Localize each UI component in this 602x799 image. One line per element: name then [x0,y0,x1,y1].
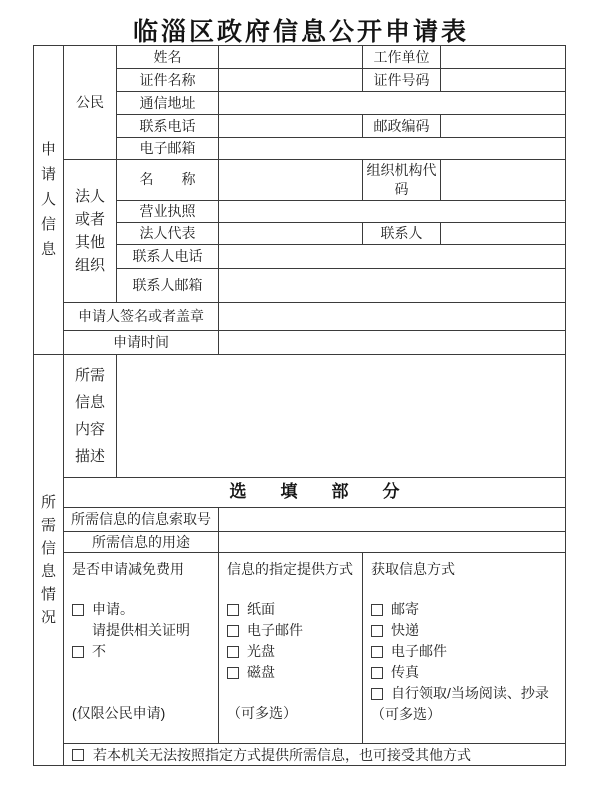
provide-paper-label: 纸面 [247,601,275,618]
provide-cd-checkbox[interactable] [227,646,239,658]
fee-no-checkbox[interactable] [72,646,84,658]
org-representative-label: 法人代表 [117,222,219,244]
citizen-certno-field[interactable] [441,69,566,92]
info-index-label: 所需信息的信息索取号 [64,507,219,531]
apply-date-label: 申请时间 [64,330,219,354]
fee-apply-checkbox[interactable] [72,604,84,616]
citizen-postal-field[interactable] [441,115,566,138]
fee-apply-option[interactable] [72,599,210,620]
obtain-email-option[interactable] [371,641,557,662]
provide-cd-option[interactable] [227,641,354,662]
provide-paper-checkbox[interactable] [227,604,239,616]
fee-apply-label: 申请。 [92,601,134,618]
obtain-selfpickup-label: 自行领取/当场阅读、抄录 [391,685,549,702]
obtain-express-label: 快递 [391,622,419,639]
obtain-fax-label: 传真 [391,664,419,681]
org-code-label: 组织机构代码 [363,159,441,200]
citizen-workunit-label: 工作单位 [363,46,441,69]
org-contact-email-label: 联系人邮箱 [117,268,219,302]
provide-disk-label: 磁盘 [247,664,275,681]
citizen-address-field[interactable] [219,92,566,115]
obtain-express-option[interactable] [371,620,557,641]
obtain-selfpickup-option[interactable] [371,683,557,704]
citizen-phone-label: 联系电话 [117,115,219,138]
citizen-workunit-field[interactable] [441,46,566,69]
organization-group-label: 法人或者其他组织 [64,159,117,302]
citizen-postal-label: 邮政编码 [363,115,441,138]
fallback-label: 若本机关无法按照指定方式提供所需信息，也可接受其他方式 [93,746,471,763]
info-purpose-field[interactable] [219,531,566,553]
citizen-certname-label: 证件名称 [117,69,219,92]
provide-disk-checkbox[interactable] [227,667,239,679]
org-name-label: 名 称 [117,159,219,200]
citizen-name-field[interactable] [219,46,363,69]
fee-apply-note: 请提供相关证明 [92,622,190,639]
org-representative-field[interactable] [219,222,363,244]
citizen-address-label: 通信地址 [117,92,219,115]
obtain-fax-checkbox[interactable] [371,667,383,679]
citizen-certname-field[interactable] [219,69,363,92]
applicant-info-side-label: 申请人信息 [34,46,64,355]
obtain-email-checkbox[interactable] [371,646,383,658]
fee-waiver-cell [64,553,219,744]
page-title: 临淄区政府信息公开申请表 [132,18,469,46]
fallback-option[interactable] [72,746,563,765]
fee-waiver-note: (仅限公民申请) [72,705,166,722]
obtain-method-header: 获取信息方式 [371,561,455,578]
obtain-email-label: 电子邮件 [391,643,447,660]
provide-paper-option[interactable] [227,599,354,620]
info-index-field[interactable] [219,507,566,531]
apply-date-field[interactable] [219,330,566,354]
optional-section-header: 选 填 部 分 [64,477,566,507]
org-license-label: 营业执照 [117,200,219,222]
org-contact-email-field[interactable] [219,268,566,302]
info-purpose-label: 所需信息的用途 [64,531,219,553]
provide-method-cell [219,553,363,744]
citizen-phone-field[interactable] [219,115,363,138]
citizen-group-label: 公民 [64,46,117,160]
signature-label: 申请人签名或者盖章 [64,302,219,330]
citizen-email-label: 电子邮箱 [117,138,219,160]
citizen-certno-label: 证件号码 [363,69,441,92]
org-contact-label: 联系人 [363,222,441,244]
org-contact-phone-label: 联系人电话 [117,244,219,268]
provide-method-note: （可多选） [227,705,297,722]
info-description-field[interactable] [117,354,566,477]
signature-field[interactable] [219,302,566,330]
obtain-express-checkbox[interactable] [371,625,383,637]
provide-email-option[interactable] [227,620,354,641]
required-info-side-label: 所需信息情况 [34,354,64,766]
citizen-email-field[interactable] [219,138,566,160]
org-license-field[interactable] [219,200,566,222]
obtain-mail-option[interactable] [371,599,557,620]
fee-no-label: 不 [92,643,106,660]
obtain-selfpickup-checkbox[interactable] [371,688,383,700]
fee-waiver-header: 是否申请减免费用 [72,561,184,578]
provide-email-label: 电子邮件 [247,622,303,639]
obtain-mail-label: 邮寄 [391,601,419,618]
fee-no-option[interactable] [72,641,210,662]
fallback-row [64,744,566,766]
obtain-mail-checkbox[interactable] [371,604,383,616]
provide-method-header: 信息的指定提供方式 [227,561,353,578]
provide-disk-option[interactable] [227,662,354,683]
fallback-checkbox[interactable] [72,749,84,761]
obtain-fax-option[interactable] [371,662,557,683]
citizen-name-label: 姓名 [117,46,219,69]
org-contact-field[interactable] [441,222,566,244]
obtain-method-cell [363,553,566,744]
org-contact-phone-field[interactable] [219,244,566,268]
obtain-method-note: （可多选） [371,706,441,723]
provide-email-checkbox[interactable] [227,625,239,637]
application-form-table [33,45,566,766]
provide-cd-label: 光盘 [247,643,275,660]
info-description-label: 所需信息内容描述 [64,354,117,477]
org-name-field[interactable] [219,159,363,200]
org-code-field[interactable] [441,159,566,200]
